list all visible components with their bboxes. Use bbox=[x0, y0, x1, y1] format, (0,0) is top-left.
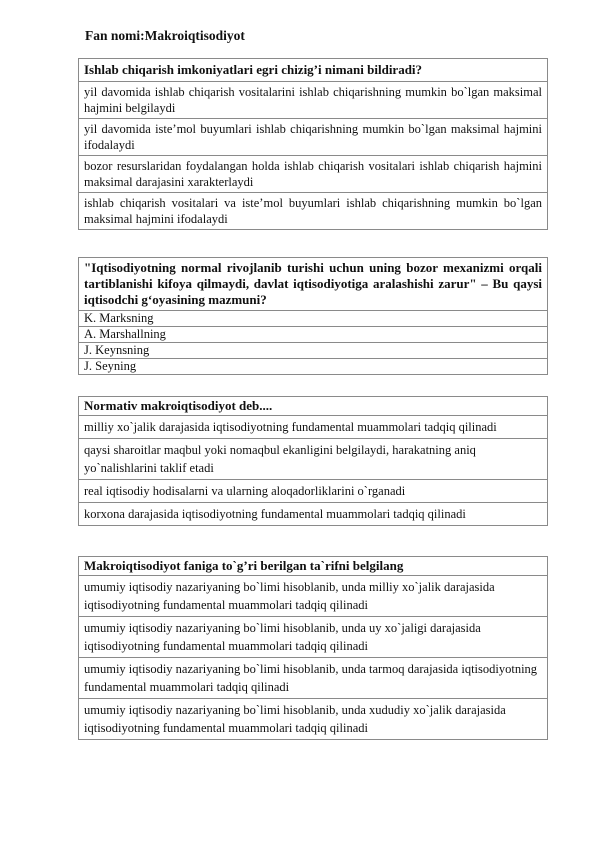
answer-option-d[interactable]: umumiy iqtisodiy nazariyaning bo`limi hisoblanib, unda xududiy xo`jalik darajasida iqtisodiyotning fundamental muammolari tadqiq qilinadi bbox=[79, 699, 548, 740]
question-text: Ishlab chiqarish imkoniyatlari egri chizig’i nimani bildiradi? bbox=[79, 59, 548, 82]
answer-option-d[interactable]: ishlab chiqarish vositalari va iste’mol buyumlari ishlab chiqarishning mumkin bo`lgan maksimal hajmini ifodalaydi bbox=[79, 193, 548, 230]
answer-option-b[interactable]: qaysi sharoitlar maqbul yoki nomaqbul ekanligini belgilaydi, harakatning aniq yo`nalishlarini taklif etadi bbox=[79, 439, 548, 480]
question-text: Makroiqtisodiyot faniga to`g’ri berilgan ta`rifni belgilang bbox=[79, 557, 548, 576]
page-title: Fan nomi:Makroiqtisodiyot bbox=[85, 28, 245, 43]
answer-option-a[interactable]: umumiy iqtisodiy nazariyaning bo`limi hisoblanib, unda milliy xo`jalik darajasida iqtisodiyotning fundamental muammolari tadqiq qilinadi bbox=[79, 576, 548, 617]
answer-option-d[interactable]: korxona darajasida iqtisodiyotning fundamental muammolari tadqiq qilinadi bbox=[79, 503, 548, 526]
answer-option-c[interactable]: J. Keynsning bbox=[79, 343, 548, 359]
question-table-1 bbox=[78, 58, 548, 230]
answer-option-b[interactable]: umumiy iqtisodiy nazariyaning bo`limi hisoblanib, unda uy xo`jaligi darajasida iqtisodiyotning fundamental muammolari tadqiq qilinadi bbox=[79, 617, 548, 658]
question-table-3 bbox=[78, 396, 548, 526]
answer-option-c[interactable]: umumiy iqtisodiy nazariyaning bo`limi hisoblanib, unda tarmoq darajasida iqtisodiyotning fundamental muammolari tadqiq qilinadi bbox=[79, 658, 548, 699]
answer-option-a[interactable]: milliy xo`jalik darajasida iqtisodiyotning fundamental muammolari tadqiq qilinadi bbox=[79, 416, 548, 439]
answer-option-b[interactable]: A. Marshallning bbox=[79, 327, 548, 343]
question-table-2 bbox=[78, 257, 548, 375]
answer-option-a[interactable]: K. Marksning bbox=[79, 311, 548, 327]
answer-option-b[interactable]: yil davomida iste’mol buyumlari ishlab chiqarishning mumkin bo`lgan maksimal hajmini ifodalaydi bbox=[79, 119, 548, 156]
question-text: "Iqtisodiyotning normal rivojlanib turishi uchun uning bozor mexanizmi orqali tartiblanishi kifoya qilmaydi, davlat iqtisodiyotiga aralashishi zarur" – Bu qaysi iqtisodchi g‘oyasining mazmuni? bbox=[79, 258, 548, 311]
question-text: Normativ makroiqtisodiyot deb.... bbox=[79, 397, 548, 416]
answer-option-a[interactable]: yil davomida ishlab chiqarish vositalarini ishlab chiqarishning mumkin bo`lgan maksimal hajmini belgilaydi bbox=[79, 82, 548, 119]
answer-option-d[interactable]: J. Seyning bbox=[79, 359, 548, 375]
answer-option-c[interactable]: bozor resurslaridan foydalangan holda ishlab chiqarish vositalari ishlab chiqarish hajmini maksimal darajasini xarakterlaydi bbox=[79, 156, 548, 193]
question-table-4 bbox=[78, 556, 548, 740]
answer-option-c[interactable]: real iqtisodiy hodisalarni va ularning aloqadorliklarini o`rganadi bbox=[79, 480, 548, 503]
